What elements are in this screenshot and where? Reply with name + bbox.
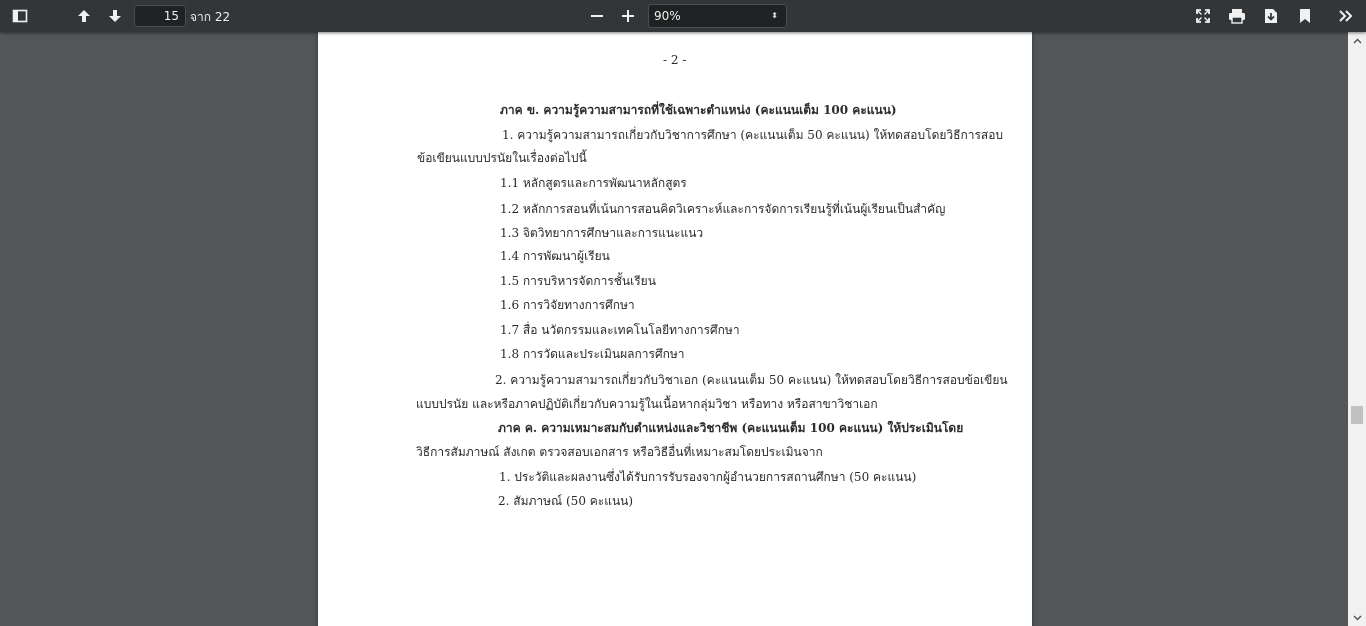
previous-page-button[interactable] bbox=[72, 4, 96, 28]
plus-icon bbox=[621, 9, 635, 23]
doc-line: 1. ความรู้ความสามารถเกี่ยวกับวิชาการศึกษา (คะแนนเต็ม 50 คะแนน) ให้ทดสอบโดยวิธีการสอบ bbox=[502, 128, 1004, 142]
zoom-in-button[interactable] bbox=[616, 4, 640, 28]
scroll-down-icon[interactable] bbox=[1348, 609, 1366, 626]
doc-line: 2. สัมภาษณ์ (50 คะแนน) bbox=[498, 494, 634, 508]
pdf-toolbar bbox=[0, 0, 1366, 32]
bookmark-button[interactable] bbox=[1293, 4, 1317, 28]
download-icon bbox=[1263, 8, 1279, 24]
arrow-up-icon bbox=[76, 8, 92, 24]
fullscreen-icon[interactable] bbox=[1191, 4, 1215, 28]
sidebar-toggle-icon[interactable] bbox=[8, 4, 32, 28]
printer-icon bbox=[1228, 8, 1246, 24]
doc-line: 1.5 การบริหารจัดการชั้นเรียน bbox=[500, 274, 656, 288]
page-number: - 2 - bbox=[663, 53, 687, 67]
scrollbar-thumb[interactable] bbox=[1351, 406, 1363, 424]
bookmark-icon bbox=[1298, 8, 1312, 24]
doc-line: 1.4 การพัฒนาผู้เรียน bbox=[500, 249, 610, 263]
arrow-down-icon bbox=[107, 8, 123, 24]
scroll-up-icon[interactable] bbox=[1348, 32, 1366, 49]
select-caret-icon: ⬍ bbox=[771, 11, 778, 20]
doc-line: 1. ประวัติและผลงานซึ่งได้รับการรับรองจากผู้อำนวยการสถานศึกษา (50 คะแนน) bbox=[499, 470, 917, 484]
doc-line: แบบปรนัย และหรือภาคปฏิบัติเกี่ยวกับความรู้ในเนื้อหากลุ่มวิชา หรือทาง หรือสาขาวิชาเอก bbox=[416, 397, 878, 411]
zoom-select[interactable] bbox=[648, 4, 787, 28]
page-number-input[interactable]: 15 bbox=[134, 5, 186, 27]
page-total-label: จาก 22 bbox=[190, 10, 231, 24]
download-button[interactable] bbox=[1259, 4, 1283, 28]
pdf-page bbox=[318, 32, 1032, 626]
doc-line: ภาค ข. ความรู้ความสามารถที่ใช้เฉพาะตำแหน่ง (คะแนนเต็ม 100 คะแนน) bbox=[500, 103, 897, 117]
minus-icon bbox=[590, 9, 604, 23]
print-button[interactable] bbox=[1225, 4, 1249, 28]
doc-line: 1.6 การวิจัยทางการศึกษา bbox=[500, 298, 635, 312]
doc-line: 1.2 หลักการสอนที่เน้นการสอนคิดวิเคราะห์และการจัดการเรียนรู้ที่เน้นผู้เรียนเป็นสำคัญ bbox=[500, 202, 946, 216]
document-viewer[interactable] bbox=[0, 32, 1348, 626]
doc-line: 1.7 สื่อ นวัตกรรมและเทคโนโลยีทางการศึกษา bbox=[500, 323, 740, 337]
doc-line: 1.3 จิตวิทยาการศึกษาและการแนะแนว bbox=[500, 226, 704, 240]
doc-line: 2. ความรู้ความสามารถเกี่ยวกับวิชาเอก (คะแนนเต็ม 50 คะแนน) ให้ทดสอบโดยวิธีการสอบข้อเขียน bbox=[495, 373, 1008, 387]
doc-line: ภาค ค. ความเหมาะสมกับตำแหน่งและวิชาชีพ (คะแนนเต็ม 100 คะแนน) ให้ประเมินโดย bbox=[498, 421, 964, 435]
zoom-value: 90% bbox=[654, 9, 681, 23]
tools-menu-button[interactable] bbox=[1334, 4, 1358, 28]
zoom-out-button[interactable] bbox=[585, 4, 609, 28]
next-page-button[interactable] bbox=[103, 4, 127, 28]
doc-line: 1.8 การวัดและประเมินผลการศึกษา bbox=[500, 347, 685, 361]
doc-line: 1.1 หลักสูตรและการพัฒนาหลักสูตร bbox=[500, 176, 687, 190]
vertical-scrollbar[interactable] bbox=[1348, 32, 1366, 626]
doc-line: วิธีการสัมภาษณ์ สังเกต ตรวจสอบเอกสาร หรือวิธีอื่นที่เหมาะสมโดยประเมินจาก bbox=[416, 445, 823, 459]
double-chevron-right-icon bbox=[1338, 8, 1354, 24]
doc-line: ข้อเขียนแบบปรนัยในเรื่องต่อไปนี้ bbox=[417, 151, 587, 165]
